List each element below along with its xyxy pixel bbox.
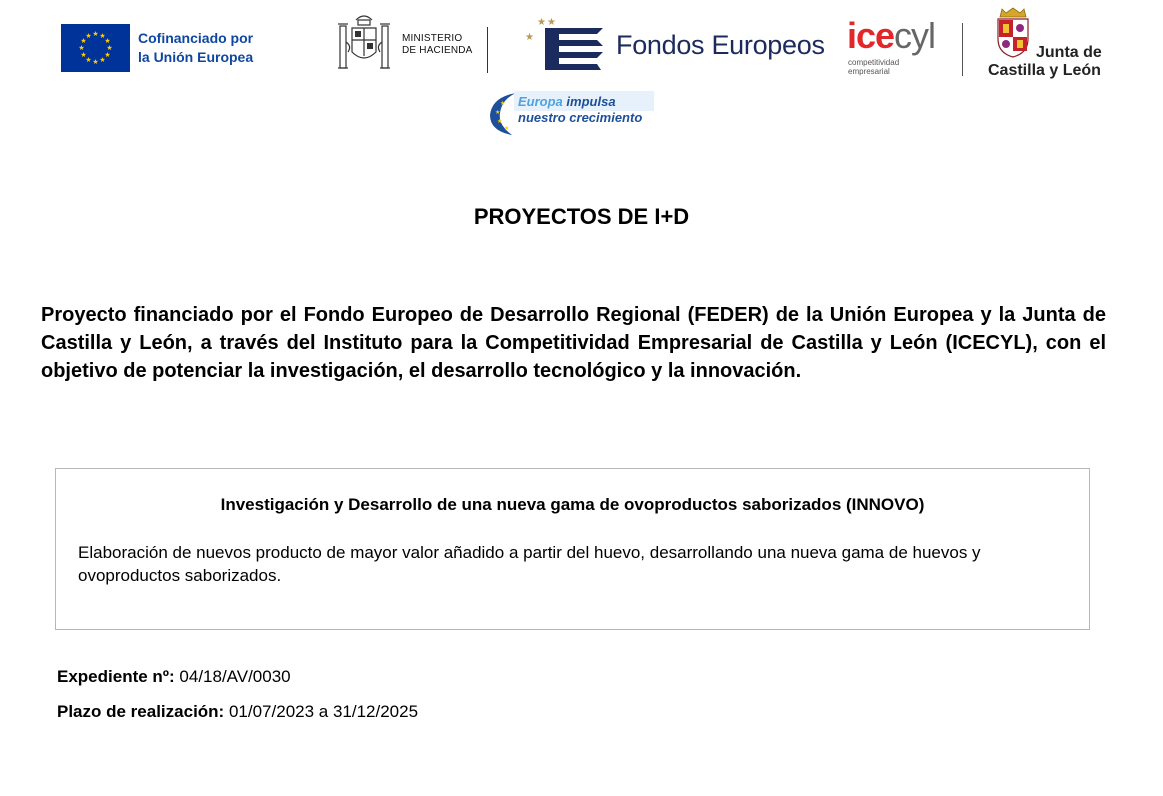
fondos-europeos-mark-icon: [525, 16, 605, 74]
ministerio-text: [402, 33, 473, 57]
svg-text:★: ★: [525, 32, 534, 43]
svg-text:★: ★: [504, 125, 510, 132]
junta-shield-icon: [994, 7, 1032, 59]
page-title: PROYECTOS DE I+D: [473, 204, 690, 229]
logo-divider: [487, 27, 488, 73]
svg-text:★: ★: [104, 37, 111, 45]
expediente-value: 04/18/AV/0030: [179, 667, 291, 686]
eu-line1: Cofinanciado por: [138, 30, 254, 46]
svg-text:★: ★: [80, 37, 87, 45]
icecyl-sub1: competitividad: [848, 58, 900, 67]
eu-stars-icon: [61, 24, 130, 72]
svg-text:★: ★: [497, 118, 503, 125]
plazo-row: [57, 702, 418, 722]
plazo-label: Plazo de realización:: [57, 702, 225, 721]
icecyl-sub2: empresarial: [848, 67, 890, 76]
svg-text:★: ★: [104, 51, 111, 59]
ministerio-line2: DE HACIENDA: [402, 45, 473, 56]
icecyl-subtitle: [848, 58, 899, 76]
eu-flag-logo: [61, 24, 130, 72]
eu-line2: la Unión Europea: [138, 49, 254, 65]
svg-text:★: ★: [80, 51, 87, 59]
junta-line1: Junta de: [1036, 44, 1102, 61]
svg-text:★: ★: [92, 58, 99, 66]
eu-cofinanciado-text: [138, 29, 253, 67]
impulsa-word1: Europa: [518, 94, 563, 109]
svg-text:★: ★: [547, 17, 556, 28]
svg-text:★: ★: [99, 32, 106, 40]
logo-divider: [962, 23, 963, 76]
ministerio-line1: MINISTERIO: [402, 33, 463, 44]
expediente-label: Expediente nº:: [57, 667, 175, 686]
plazo-value: 01/07/2023 a 31/12/2025: [228, 702, 419, 721]
svg-text:★: ★: [99, 56, 106, 64]
svg-text:★: ★: [537, 17, 546, 28]
spain-coat-of-arms-icon: [334, 12, 394, 76]
funding-paragraph: Proyecto financiado por el Fondo Europeo de Desarrollo Regional (FEDER) de la Unión Europea y la Junta de Castilla y León, a través del Instituto para la Competitividad Empresarial de Castilla y León (ICECYL), con el objetivo de potenciar la investigación, el desarrollo tecnológico y la innovación.: [41, 304, 1106, 382]
impulsa-word2: impulsa: [566, 94, 616, 109]
icecyl-logo: [847, 15, 936, 56]
junta-line2: Castilla y León: [988, 62, 1101, 79]
svg-text:★: ★: [85, 56, 92, 64]
svg-text:★: ★: [500, 100, 506, 107]
svg-text:★: ★: [106, 44, 113, 52]
icecyl-gray-part: cyl: [894, 15, 936, 56]
icecyl-red-part: ice: [847, 15, 895, 56]
svg-text:★: ★: [92, 30, 99, 38]
europa-impulsa-text: [518, 94, 642, 126]
fondos-europeos-label: Fondos Europeos: [616, 30, 825, 60]
svg-text:★: ★: [78, 44, 85, 52]
project-box: [55, 468, 1090, 630]
svg-text:★: ★: [495, 109, 501, 116]
impulsa-line2: nuestro crecimiento: [518, 110, 643, 125]
project-description: Elaboración de nuevos producto de mayor valor añadido a partir del huevo, desarrollando una nueva gama de huevos y ovoproductos saborizados.: [78, 543, 981, 585]
expediente-row: [57, 667, 291, 687]
svg-text:★: ★: [85, 32, 92, 40]
project-title: Investigación y Desarrollo de una nueva gama de ovoproductos saborizados (INNOVO): [220, 495, 925, 514]
